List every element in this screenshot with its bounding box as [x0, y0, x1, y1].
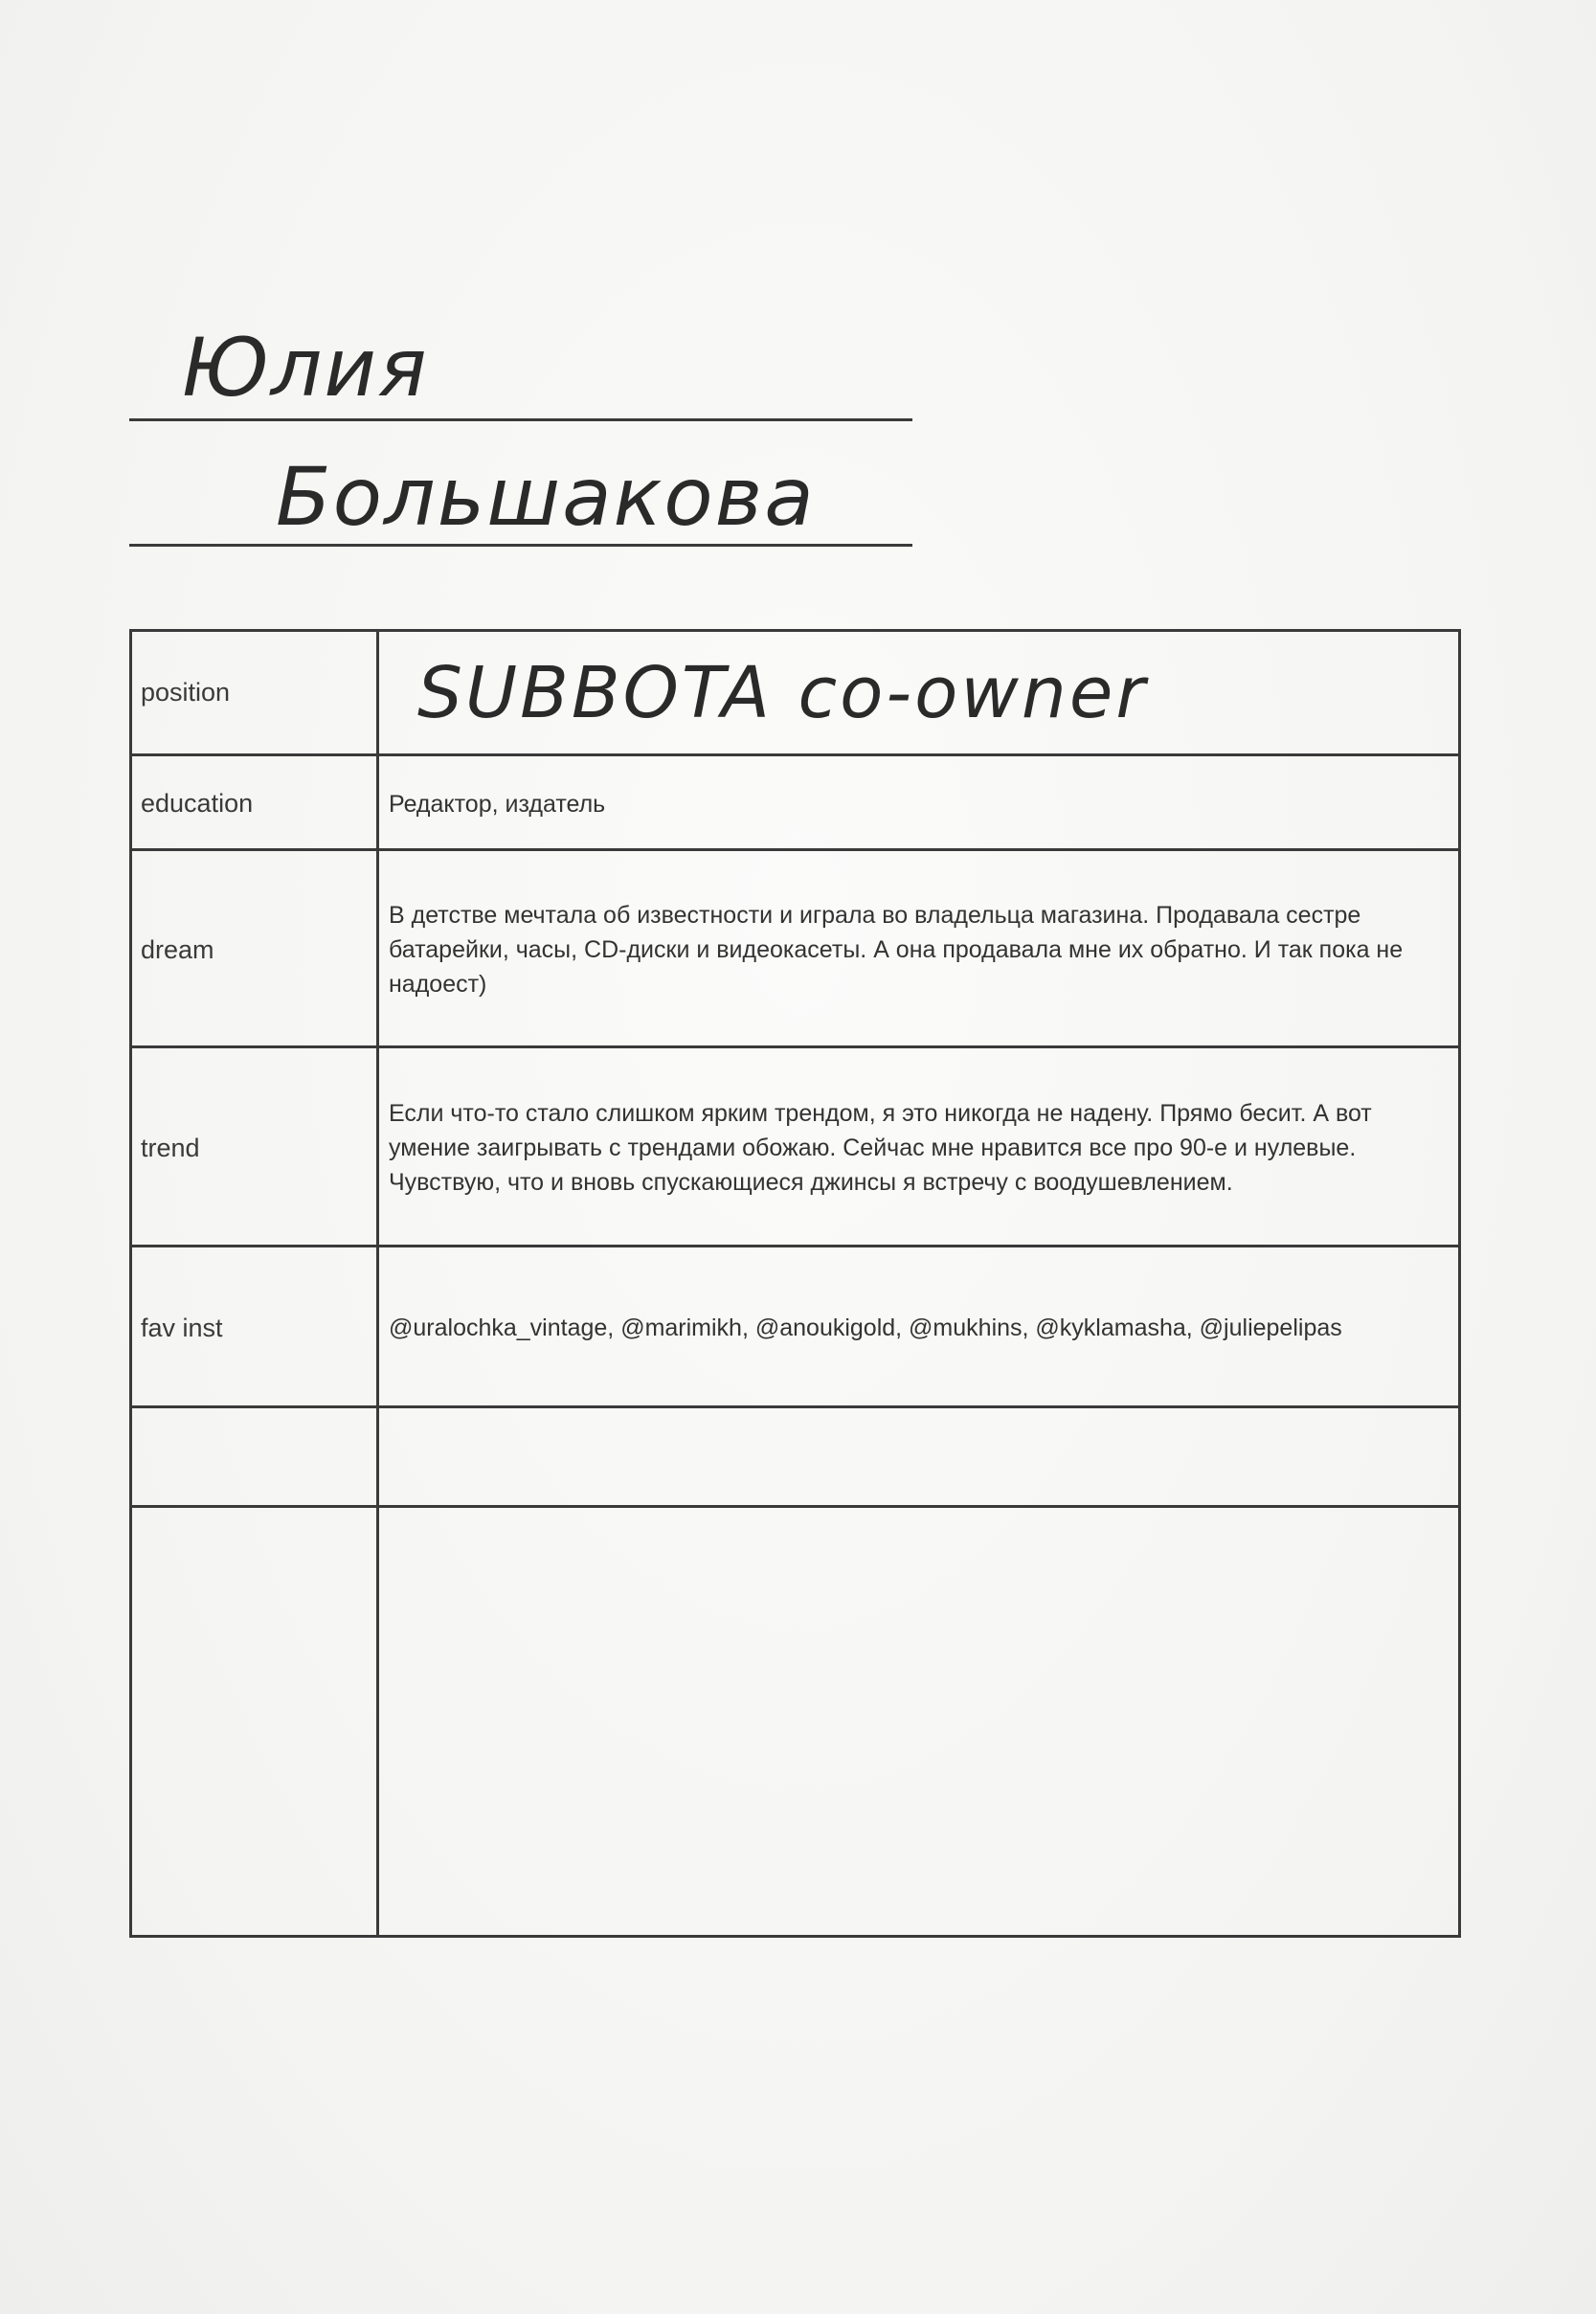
table-row-fav-inst — [132, 1245, 1458, 1408]
row-label-fav-inst: fav inst — [132, 1247, 379, 1408]
table-row-dream — [132, 848, 1458, 1048]
row-label-empty-2 — [132, 1508, 379, 1938]
table-row-trend — [132, 1045, 1458, 1247]
row-value-trend: Если что-то стало слишком ярким трендом, я это никогда не надену. Прямо бесит. А вот умение заигрывать с трендами обожаю. Сейчас мне нравится все про 90-е и нулевые. Чувствую, что и вновь спускающиеся джинсы я встречу с воодушевлением. — [389, 1100, 1372, 1196]
row-value-empty-2 — [379, 1508, 1458, 1938]
row-value-empty-1 — [379, 1408, 1458, 1508]
row-label-education: education — [132, 756, 379, 851]
table-row-position — [132, 632, 1458, 753]
row-label-trend: trend — [132, 1048, 379, 1247]
row-value-position — [379, 632, 1458, 753]
table-row-empty-2 — [132, 1505, 1458, 1938]
row-value-education: Редактор, издатель — [389, 790, 606, 818]
row-value-fav-inst: @uralochka_vintage, @marimikh, @anoukigold, @mukhins, @kyklamasha, @juliepelipas — [389, 1314, 1342, 1341]
profile-table — [129, 629, 1461, 1938]
handwritten-position: SUBBOTA co-owner — [417, 651, 1148, 734]
table-row-empty-1 — [132, 1405, 1458, 1508]
first-name-underline — [129, 418, 912, 421]
row-label-dream: dream — [132, 851, 379, 1048]
row-label-empty-1 — [132, 1408, 379, 1508]
last-name-underline — [129, 544, 912, 547]
handwritten-first-name: Юлия — [182, 321, 429, 415]
row-label-position: position — [132, 632, 379, 753]
handwritten-last-name: Большакова — [276, 450, 816, 544]
table-row-education — [132, 753, 1458, 851]
row-value-dream: В детстве мечтала об известности и играла во владельца магазина. Продавала сестре батарейки, часы, CD-диски и видеокасеты. А она продавала мне их обратно. И так пока не надоест) — [389, 902, 1404, 998]
